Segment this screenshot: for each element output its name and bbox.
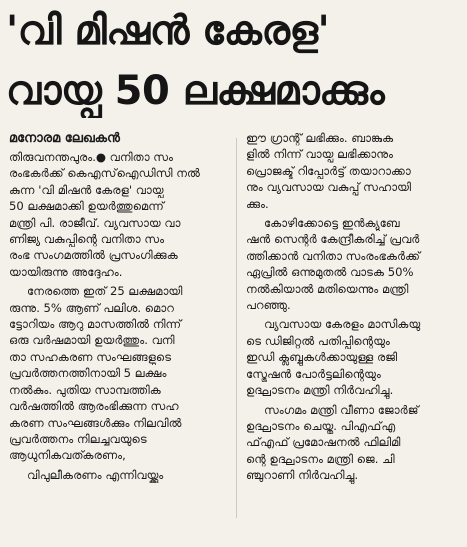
text-line: ഉദ്ഘാടനം ചെയ്തു. പിഎഫ്എ	[246, 418, 396, 433]
text-line: ണിജ്യ വകുപ്പിന്റെ വനിതാ സം	[9, 232, 165, 247]
text-line: താ സഹകരണ സംഘങ്ങളുടെ	[9, 349, 172, 364]
article-paragraph	[246, 402, 464, 484]
article-column-left	[9, 130, 227, 486]
text-line: നേരത്തെ ഇത് 25 ലക്ഷമായി	[27, 284, 183, 299]
text-line: ഈ ഗ്രാന്റ് ലഭിക്കും. ബാങ്കുക	[246, 131, 394, 145]
text-line: നൽകിയാൽ മതിയെന്നും മന്ത്രി	[246, 281, 409, 296]
text-line: സ്ട്രേഷൻ പോർട്ടലിന്റെയും	[246, 366, 381, 381]
text-line: രുന്നു. 5% ആണ് പലിശ. മൊറ	[9, 300, 174, 315]
text-line: സംഗമം മന്ത്രി വീണാ ജോർജ്	[264, 402, 419, 417]
headline-line-2: വായ്പ 50 ലക്ഷമാക്കും	[6, 68, 385, 114]
text-line: മന്ത്രി പി. രാജീവ്. വ്യവസായ വാ	[9, 215, 181, 230]
text-line: പ്രവർത്തനത്തിനായി 5 ലക്ഷം	[9, 366, 167, 381]
text-line: ഇഡി ക്ലബ്ബുകൾക്കായുള്ള രജി	[246, 350, 398, 365]
text-line: വിപുലീകരണം എന്നിവയ്ക്കും	[27, 467, 164, 482]
text-line: രംഭകർക്ക് കെഎസ്ഐഡിസി നൽ	[9, 166, 200, 181]
article-paragraph	[9, 149, 227, 280]
text-line: ട്ടോറിയം ആറു മാസത്തിൽ നിന്ന്	[9, 317, 182, 332]
text-line: ഒരു വർഷമായി ഉയർത്തും. വനി	[9, 333, 175, 348]
text-line: ഞ്ചുറാണി നിർവഹിച്ചു.	[246, 468, 359, 483]
next-headline-cropped	[30, 535, 330, 547]
article-column-right	[246, 130, 464, 487]
text-line: കുന്ന 'വി മിഷൻ കേരള' വായ്പ	[9, 182, 164, 197]
text-line: ഷൻ സെന്റർ കേന്ദ്രീകരിച്ച് പ്രവർ	[246, 232, 420, 247]
text-line: നൽകും. പുതിയ സാമ്പത്തിക	[9, 382, 161, 397]
text-line: ന്റെ ഉദ്ഘാടനം മന്ത്രി ജെ. ചി	[246, 451, 395, 466]
text-line: വ്യവസായ കേരളം മാസികയു	[264, 317, 421, 332]
headline-line-1: 'വി മിഷൻ കേരള'	[6, 8, 330, 54]
text-line: ക്കും.	[246, 196, 269, 211]
text-line: ആധുനികവത്കരണം,	[9, 448, 126, 463]
text-line: പറഞ്ഞു.	[246, 298, 291, 313]
text-line: വർഷത്തിൽ ആരംഭിക്കുന്ന സഹ	[9, 399, 179, 414]
article-paragraph	[246, 130, 464, 212]
text-line: ളിൽ നിന്ന് വായ്പ ലഭിക്കാനും	[246, 147, 394, 162]
text-line: പ്രവർത്തനം നിലച്ചവയുടെ	[9, 431, 147, 446]
article-paragraph	[9, 283, 227, 463]
article-paragraph	[246, 215, 464, 313]
text-line: രംഭ സംഗമത്തിൽ പ്രസംഗിക്കുക	[9, 248, 178, 263]
text-line: 50 ലക്ഷമാക്കി ഉയർത്തുമെന്ന്	[9, 199, 164, 214]
byline: മനോരമ ലേഖകൻ	[9, 131, 120, 146]
text-line: യായിരുന്നു അദ്ദേഹം.	[9, 264, 123, 279]
text-line: ത്തിക്കാൻ വനിതാ സംരംഭകർക്ക്	[246, 248, 421, 263]
article-paragraph	[246, 316, 464, 398]
text-line: ടെ ഡിജിറ്റൽ പതിപ്പിന്റെയും	[246, 333, 390, 348]
text-line: ഫ്എഫ് പ്രമോഷനൽ ഫിലിമി	[246, 435, 401, 450]
text-line: നും വ്യവസായ വകുപ്പ് സഹായി	[246, 180, 412, 195]
article-paragraph	[9, 467, 227, 483]
text-line: ഏപ്രിൽ ഒന്നുമുതൽ വാടക 50%	[246, 265, 414, 280]
text-line: തിരുവനന്തപുരം.● വനിതാ സം	[9, 150, 174, 164]
text-line: പ്രൊജക്ട് റിപ്പോർട്ട് തയാറാക്കാ	[246, 163, 411, 178]
text-line: കോഴിക്കോട്ടെ ഇൻക്യുബേ	[264, 216, 400, 231]
text-line: ഉദ്ഘാടനം മന്ത്രി നിർവഹിച്ചു.	[246, 383, 394, 398]
column-divider	[236, 138, 237, 518]
text-line: കരണ സംഘങ്ങൾക്കും നിലവിൽ	[9, 415, 182, 430]
